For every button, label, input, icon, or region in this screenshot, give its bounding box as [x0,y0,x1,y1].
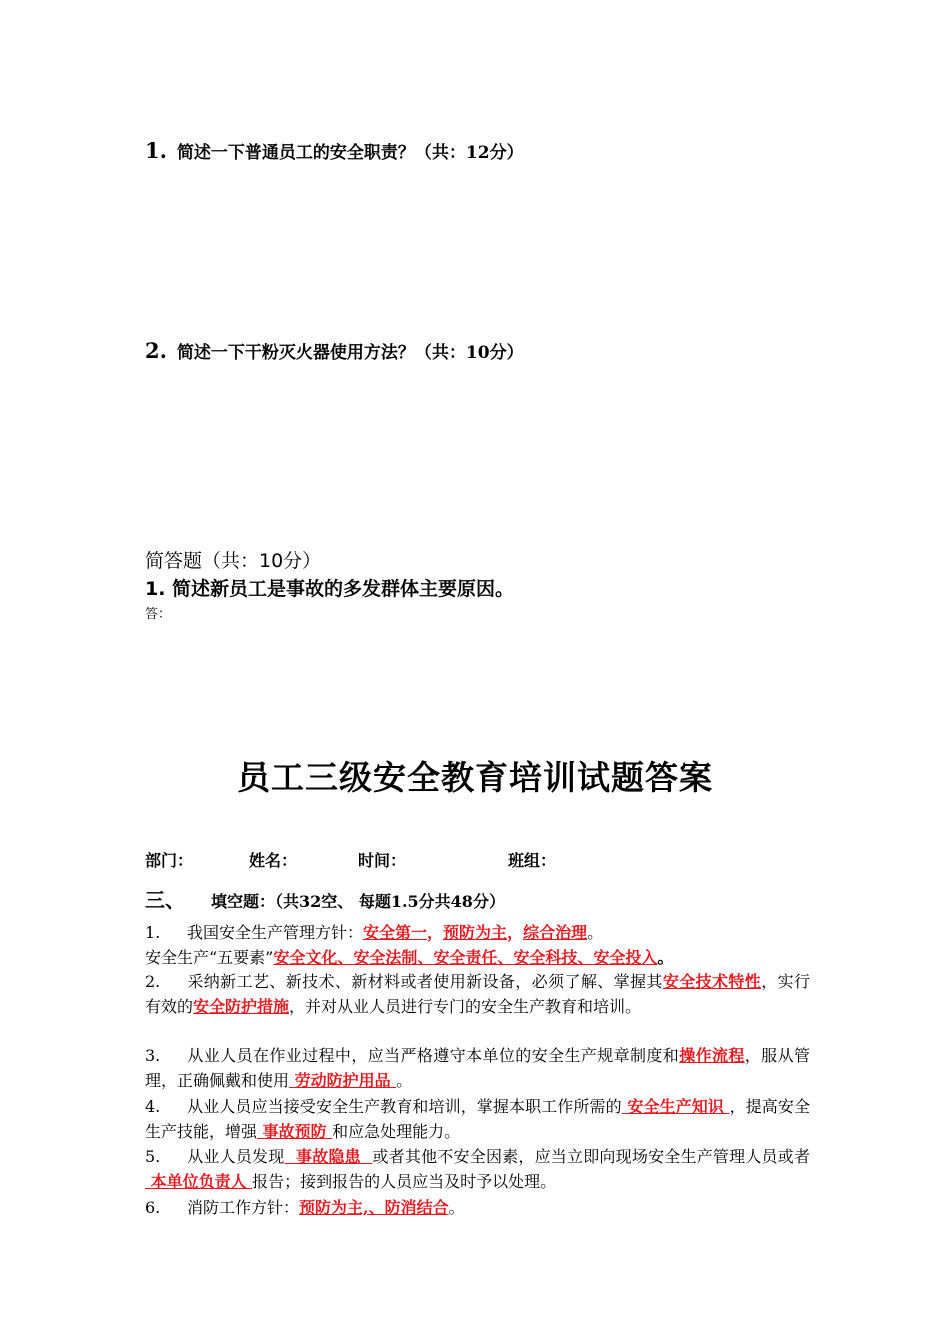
question-2-text: 简述一下干粉灭火器使用方法？（共：10分） [176,343,524,363]
question-2-number: 2. [145,338,167,363]
item-5-index: 5. [145,1147,161,1166]
question-1 [145,138,524,163]
five-elements-answer: 安全文化、安全法制、安全责任、安全科技、安全投入 [273,948,658,967]
item-4-text-2: ，提高安全生产技能，增强 [145,1097,810,1141]
answer-label: 答： [145,607,172,622]
item-3-answer-2: 劳动防护用品 [289,1070,397,1090]
question-2 [145,338,524,363]
item-4-answer-2: 事故预防 [257,1121,333,1141]
section-3-text: 填空题：（共32空、 每题1.5分共48分） [211,892,505,911]
item-1-text: 我国安全生产管理方针： [187,923,364,942]
item-4-text-1: 从业人员应当接受安全生产教育和培训，掌握本职工作所需的 [187,1097,622,1116]
fill-item-five-elements [145,946,810,971]
item-1-answer-1: 安全第一 [363,923,428,942]
item-1-end: 。 [587,923,604,942]
item-1-index: 1. [145,923,161,942]
item-3-text-2: ，服从管理，正确佩戴和使用 [145,1046,810,1090]
item-1-separator-1: ， [427,923,444,942]
item-2-answer-1: 安全技术特性 [662,972,762,991]
fill-item-5 [145,1145,810,1194]
five-elements-end: 。 [657,948,674,967]
section-3-number: 三、 [145,888,185,912]
item-3-text-1: 从业人员在作业过程中，应当严格遵守本单位的安全生产规章制度和 [187,1046,680,1065]
item-4-text-3: 和应急处理能力。 [332,1121,461,1141]
fill-item-2 [145,970,810,1019]
item-2-index: 2. [145,972,161,991]
item-5-text-1: 从业人员发现 [187,1147,285,1166]
fill-item-3 [145,1044,810,1093]
short-answer-question: 1. 简述新员工是事故的多发群体主要原因。 [145,578,515,600]
item-5-text-3: 报告；接到报告的人员应当及时予以处理。 [252,1171,557,1191]
item-2-answer-2: 安全防护措施 [193,996,290,1016]
item-3-index: 3. [145,1046,161,1065]
dept-label: 部门： [145,851,194,870]
time-label: 时间： [358,851,407,870]
item-2-text-2: ，实行有效的 [145,972,810,1016]
fill-item-1 [145,921,810,946]
item-6-end: 。 [448,1198,465,1217]
item-1-separator-2: ， [507,923,524,942]
item-3-answer-1: 操作流程 [679,1046,745,1065]
item-5-answer-1: 事故隐患 [284,1147,373,1166]
item-1-answer-3: 综合治理 [523,923,588,942]
short-answer-heading: 简答题（共：10分） [145,550,322,572]
item-3-text-3: 。 [396,1070,413,1090]
item-6-text-1: 消防工作方针： [187,1198,300,1217]
item-1-answer-2: 预防为主 [443,923,508,942]
item-4-answer-1: 安全生产知识 [621,1097,730,1116]
question-1-text: 简述一下普通员工的安全职责？（共：12分） [176,143,524,163]
item-6-answer-1: 预防为主,、防消结合 [299,1198,449,1217]
name-label: 姓名： [249,851,298,870]
question-1-number: 1. [145,138,167,163]
five-elements-text: 安全生产“五要素” [145,948,274,967]
fill-item-4 [145,1095,810,1144]
item-4-index: 4. [145,1097,161,1116]
fill-item-6 [145,1196,810,1221]
document-title: 员工三级安全教育培训试题答案 [237,758,713,797]
item-5-answer-2: 本单位负责人 [145,1171,253,1191]
section-3-heading [145,884,505,913]
item-2-text-1: 采纳新工艺、新技术、新材料或者使用新设备，必须了解、掌握其 [187,972,663,991]
group-label: 班组： [508,851,557,870]
item-5-text-2: 或者其他不安全因素，应当立即向现场安全生产管理人员或者 [372,1147,810,1166]
item-2-text-3: ，并对从业人员进行专门的安全生产教育和培训。 [289,996,642,1016]
item-6-index: 6. [145,1198,161,1217]
